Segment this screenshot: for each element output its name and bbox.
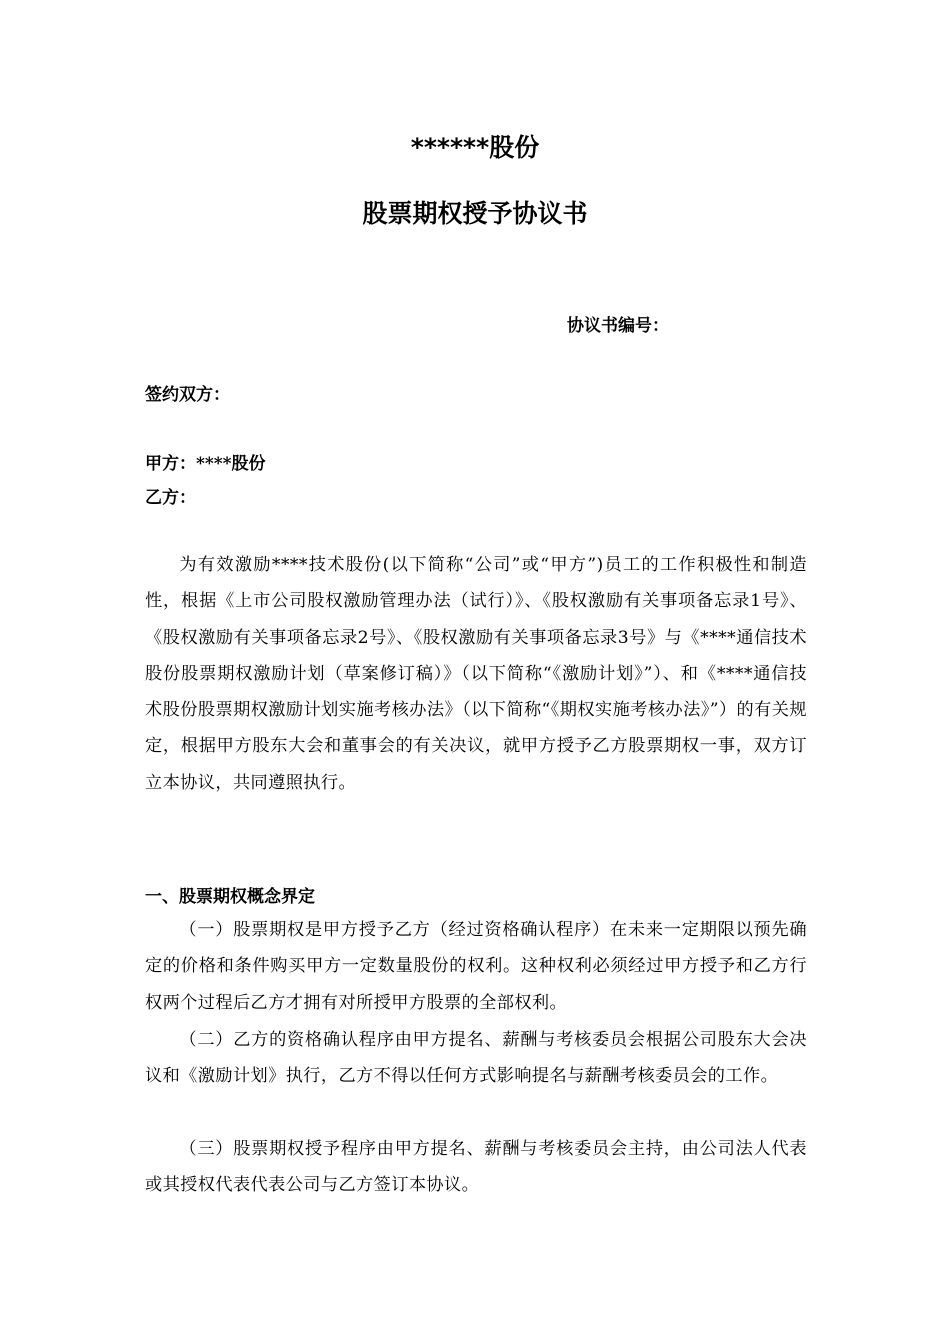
agreement-number-label: 协议书编号：	[567, 316, 669, 336]
party-b-label: 乙方：	[145, 488, 196, 508]
parties-label: 签约双方：	[145, 385, 230, 405]
section-heading: 一、股票期权概念界定	[145, 887, 315, 907]
party-a-label: 甲方：	[145, 454, 196, 474]
company-title: ******股份	[410, 133, 540, 162]
party-a-value: ****股份	[196, 454, 266, 474]
intro-paragraph: 为有效激励****技术股份(以下简称“公司”或“甲方”)员工的工作积极性和制造性，根据《上市公司股权激励管理办法（试行）》、《股权激励有关事项备忘录1号》、《股权激励有关事项备忘录2号》、《股权激励有关事项备忘录3号》与《****通信技术股份股票期权激励计划（草案修订稿）》（以下简称“《激励计划》”）、和《****通信技术股份股票期权激励计划实施考核办法》（以下简称“《期权实施考核办法》”）的有关规定，根据甲方股东大会和董事会的有关决议，就甲方授予乙方股票期权一事，双方订立本协议，共同遵照执行。	[145, 555, 807, 793]
clause-paragraph: （三）股票期权授予程序由甲方提名、薪酬与考核委员会主持，由公司法人代表或其授权代表代表公司与乙方签订本协议。	[145, 1139, 807, 1196]
party-a-line	[145, 451, 266, 477]
document-title: 股票期权授予协议书	[362, 199, 588, 228]
clause-paragraph: （一）股票期权是甲方授予乙方（经过资格确认程序）在未来一定期限以预先确定的价格和条件购买甲方一定数量股份的权利。这种权利必须经过甲方授予和乙方行权两个过程后乙方才拥有对所授甲方股票的全部权利。	[145, 920, 807, 1013]
clause-paragraph: （二）乙方的资格确认程序由甲方提名、薪酬与考核委员会根据公司股东大会决议和《激励计划》执行，乙方不得以任何方式影响提名与薪酬考核委员会的工作。	[145, 1030, 807, 1087]
